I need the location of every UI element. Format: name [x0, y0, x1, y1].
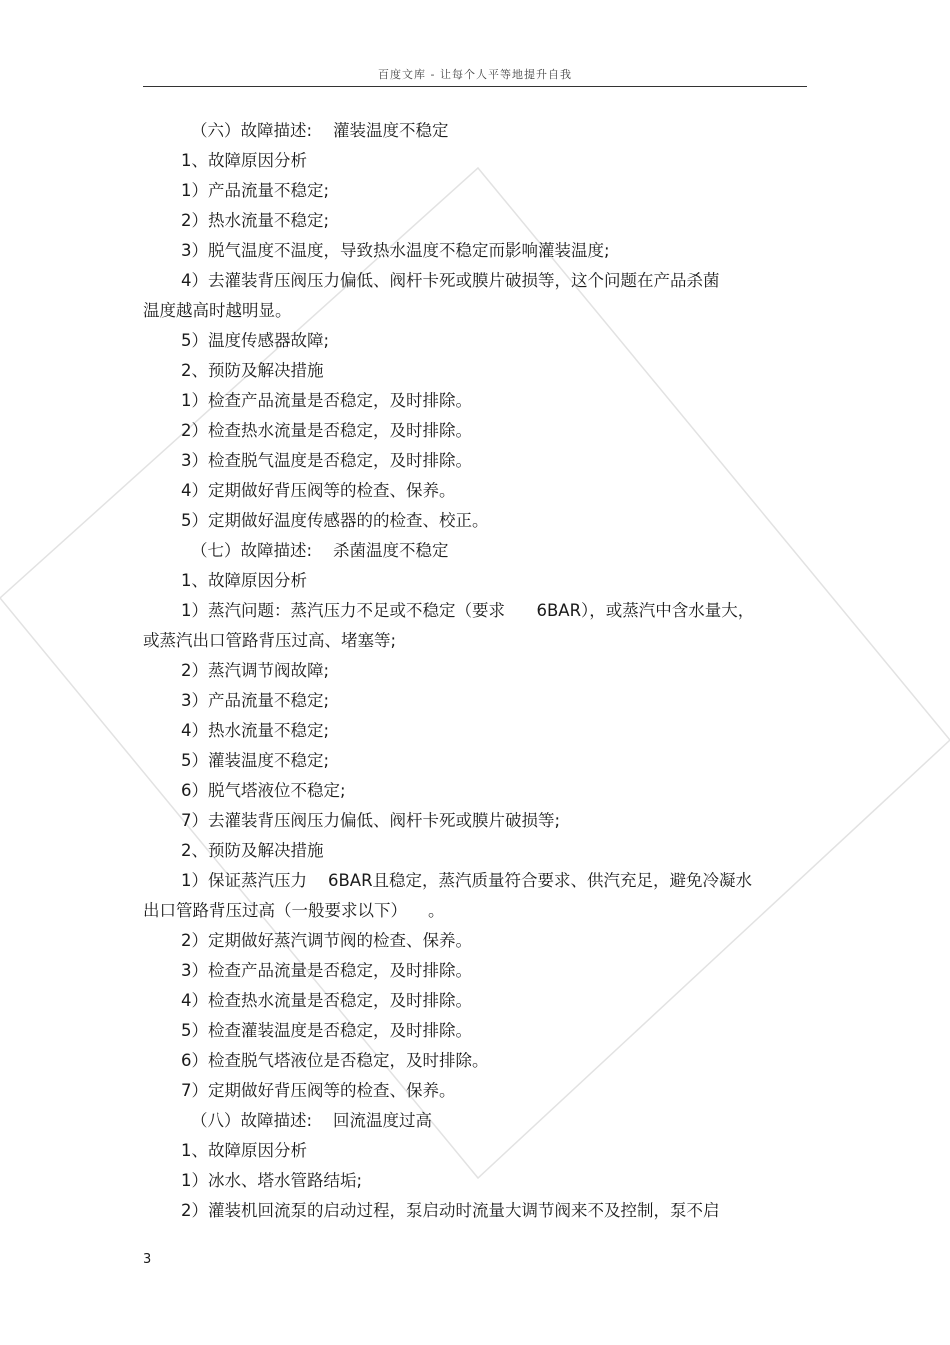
text-line: 2）蒸汽调节阀故障;	[181, 661, 330, 680]
text-line: 5）灌装温度不稳定;	[181, 751, 330, 770]
text-line: 2）热水流量不稳定;	[181, 211, 330, 230]
text-line: 3）产品流量不稳定;	[181, 691, 330, 710]
text-line: 或蒸汽出口管路背压过高、堵塞等;	[143, 631, 397, 650]
text-line: 1）检查产品流量是否稳定，及时排除。	[181, 391, 472, 410]
text-line: 2）定期做好蒸汽调节阀的检查、保养。	[181, 931, 472, 950]
text-line: 7）定期做好背压阀等的检查、保养。	[181, 1081, 456, 1100]
text-line: 温度越高时越明显。	[143, 301, 292, 320]
text-line: 1）产品流量不稳定;	[181, 181, 330, 200]
text-line: 2、预防及解决措施	[181, 841, 324, 860]
text-line: 2）灌装机回流泵的启动过程，泵启动时流量大调节阀来不及控制，泵不启	[181, 1201, 720, 1220]
text-line: 3）检查脱气温度是否稳定，及时排除。	[181, 451, 472, 470]
page-number: 3	[143, 1252, 152, 1267]
text-line: 3）检查产品流量是否稳定，及时排除。	[181, 961, 472, 980]
text-line: 1、故障原因分析	[181, 151, 307, 170]
text-line: 1）冰水、塔水管路结垢;	[181, 1171, 363, 1190]
header-divider	[143, 86, 807, 87]
text-line: 2）检查热水流量是否稳定，及时排除。	[181, 421, 472, 440]
text-line: （七）故障描述: 杀菌温度不稳定	[191, 541, 449, 560]
text-line: 4）热水流量不稳定;	[181, 721, 330, 740]
text-line: 6）脱气塔液位不稳定;	[181, 781, 346, 800]
text-line: 出口管路背压过高（一般要求以下） 。	[143, 901, 445, 920]
text-line: 4）定期做好背压阀等的检查、保养。	[181, 481, 456, 500]
text-line: 4）去灌装背压阀压力偏低、阀杆卡死或膜片破损等，这个问题在产品杀菌	[181, 271, 720, 290]
text-line: 7）去灌装背压阀压力偏低、阀杆卡死或膜片破损等;	[181, 811, 561, 830]
document-body	[143, 116, 803, 1226]
text-line: 5）定期做好温度传感器的的检查、校正。	[181, 511, 489, 530]
text-line: 3）脱气温度不温度，导致热水温度不稳定而影响灌装温度;	[181, 241, 610, 260]
text-line: 5）检查灌装温度是否稳定，及时排除。	[181, 1021, 472, 1040]
text-line: 1、故障原因分析	[181, 571, 307, 590]
text-line: 2、预防及解决措施	[181, 361, 324, 380]
text-line: 1）蒸汽问题：蒸汽压力不足或不稳定（要求 6BAR），或蒸汽中含水量大，	[181, 601, 755, 620]
text-line: 1、故障原因分析	[181, 1141, 307, 1160]
text-line: 5）温度传感器故障;	[181, 331, 330, 350]
text-line: （六）故障描述: 灌装温度不稳定	[191, 121, 449, 140]
page-header: 百度文库 - 让每个人平等地提升自我	[378, 68, 572, 81]
text-line: 1）保证蒸汽压力 6BAR且稳定，蒸汽质量符合要求、供汽充足，避免冷凝水	[181, 871, 753, 890]
text-line: 4）检查热水流量是否稳定，及时排除。	[181, 991, 472, 1010]
text-line: （八）故障描述: 回流温度过高	[191, 1111, 433, 1130]
text-line: 6）检查脱气塔液位是否稳定，及时排除。	[181, 1051, 489, 1070]
